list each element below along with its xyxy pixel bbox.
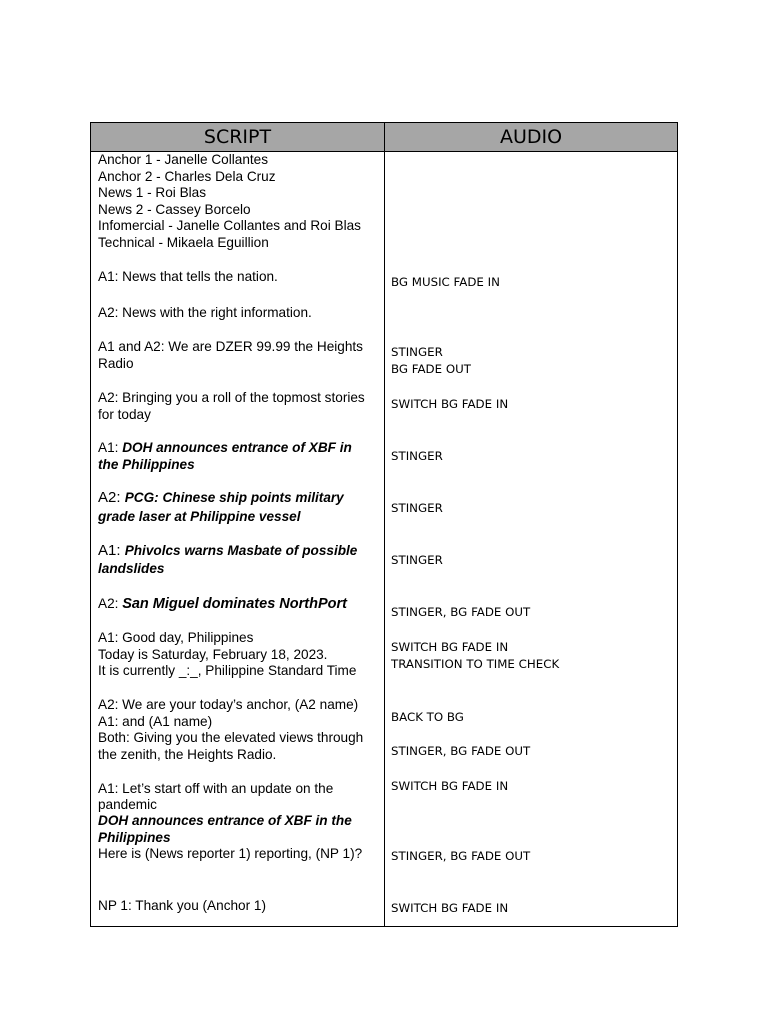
script-line: the zenith, the Heights Radio. <box>98 746 277 762</box>
speaker-prefix: A1: <box>98 542 125 559</box>
audio-cue: TRANSITION TO TIME CHECK <box>391 657 560 671</box>
speaker-prefix: A2: <box>98 596 123 611</box>
credit-line: News 1 - Roi Blas <box>98 185 207 200</box>
audio-cue: BG MUSIC FADE IN <box>391 275 500 289</box>
headline-text: San Miguel dominates NorthPort <box>122 596 347 612</box>
script-line: Here is (News reporter 1) reporting, (NP 1)? <box>98 846 363 861</box>
headline-line: landslides <box>98 561 165 576</box>
audio-cue: STINGER <box>391 345 443 359</box>
credit-line: Anchor 1 - Janelle Collantes <box>98 152 269 167</box>
headline-line: grade laser at Philippine vessel <box>98 509 301 524</box>
script-line: Both: Giving you the elevated views through <box>98 730 364 745</box>
script-line: A2: News with the right information. <box>98 305 312 320</box>
script-line: A1: News that tells the nation. <box>98 269 278 284</box>
column-divider <box>384 123 385 926</box>
headline-text: DOH announces entrance of XBF in <box>122 440 352 455</box>
script-line: for today <box>98 406 151 422</box>
script-line: A1: Let’s start off with an update on the <box>98 781 334 796</box>
audio-cue: BG FADE OUT <box>391 362 471 376</box>
script-line: Today is Saturday, February 18, 2023. <box>98 646 328 662</box>
credit-line: Anchor 2 - Charles Dela Cruz <box>98 168 276 184</box>
headline-line <box>98 596 380 613</box>
headline-line <box>98 490 380 507</box>
audio-cue: SWITCH BG FADE IN <box>391 397 509 411</box>
script-line: A1: and (A1 name) <box>98 713 213 729</box>
script-line: Radio <box>98 355 134 371</box>
audio-cue: STINGER, BG FADE OUT <box>391 744 531 758</box>
script-audio-table <box>90 122 678 927</box>
audio-cue: STINGER <box>391 501 443 515</box>
audio-cue: STINGER, BG FADE OUT <box>391 849 531 863</box>
credit-line: Infomercial - Janelle Collantes and Roi Blas <box>98 218 361 233</box>
audio-cue: STINGER <box>391 553 443 567</box>
script-line: pandemic <box>98 797 157 812</box>
script-line: It is currently _:_, Philippine Standard Time <box>98 663 357 678</box>
audio-cue: STINGER <box>391 449 443 463</box>
audio-cue: SWITCH BG FADE IN <box>391 779 509 793</box>
speaker-prefix: A2: <box>98 489 125 506</box>
credit-line: News 2 - Cassey Borcelo <box>98 201 251 217</box>
headline-line: the Philippines <box>98 456 195 472</box>
headline-line: DOH announces entrance of XBF in the <box>98 813 352 828</box>
script-line: A1 and A2: We are DZER 99.99 the Heights <box>98 339 363 354</box>
headline-text: PCG: Chinese ship points military <box>124 490 344 505</box>
script-column-header: SCRIPT <box>203 126 272 148</box>
headline-line <box>98 543 380 560</box>
audio-cue: SWITCH BG FADE IN <box>391 901 509 915</box>
audio-cue: STINGER, BG FADE OUT <box>391 605 531 619</box>
audio-cue: SWITCH BG FADE IN <box>391 640 509 654</box>
script-line: NP 1: Thank you (Anchor 1) <box>98 898 266 913</box>
audio-column-header: AUDIO <box>499 126 563 148</box>
headline-line <box>98 440 380 457</box>
script-line: A2: We are your today’s anchor, (A2 name) <box>98 697 359 712</box>
credit-line: Technical - Mikaela Eguillion <box>98 234 269 250</box>
headline-text: Phivolcs warns Masbate of possible <box>124 543 358 558</box>
script-line: A2: Bringing you a roll of the topmost stories <box>98 390 365 405</box>
audio-cue: BACK TO BG <box>391 710 464 724</box>
speaker-prefix: A1: <box>98 440 123 455</box>
script-line: A1: Good day, Philippines <box>98 630 254 645</box>
headline-line: Philippines <box>98 829 171 845</box>
